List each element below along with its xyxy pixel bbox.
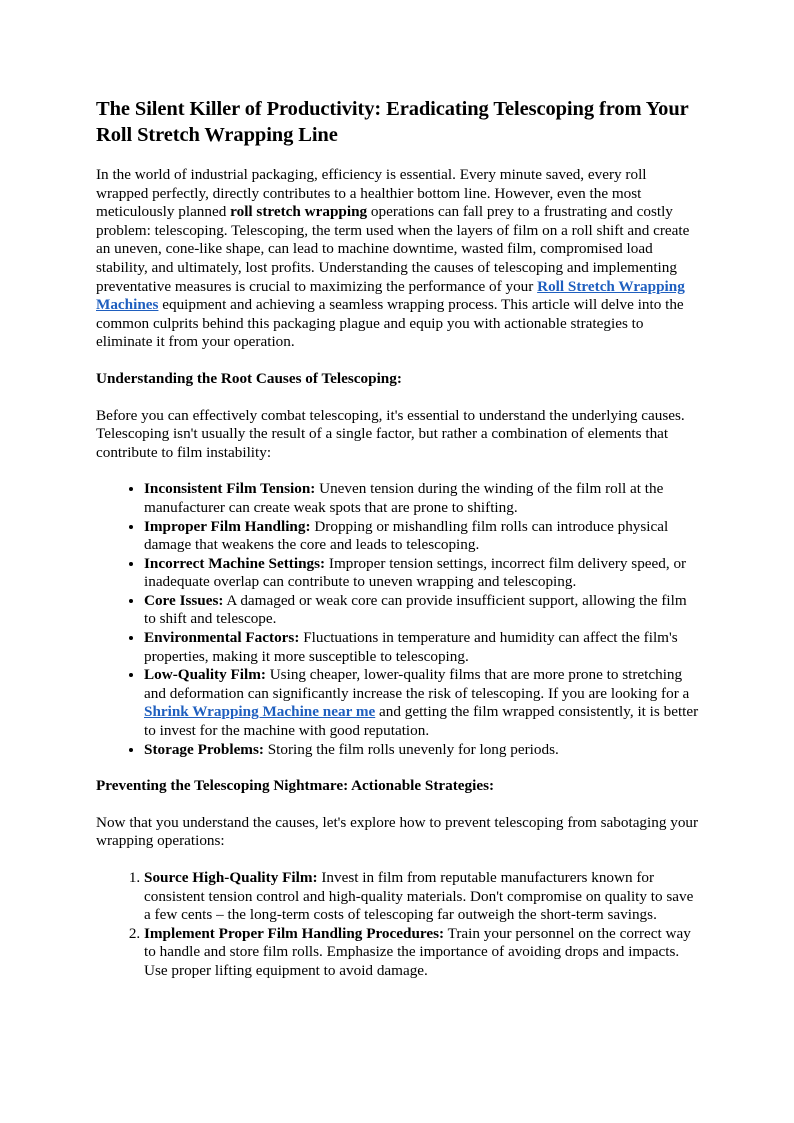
list-item-text: Uneven tension during the winding of the film roll at the manufacturer can create weak spots that are prone to shifting. <box>144 480 664 516</box>
list-item-text: Dropping or mishandling film rolls can introduce physical damage that weakens the core and leads to telescoping. <box>144 517 669 554</box>
list-item-text: Using cheaper, lower-quality films that are more prone to stretching and deformation can significantly increase the risk of telescoping. If you are looking for a <box>144 666 690 702</box>
list-item-label: Incorrect Machine Settings: <box>144 554 326 572</box>
list-item <box>144 480 700 517</box>
list-item <box>144 869 700 925</box>
list-item <box>144 925 700 981</box>
intro-bold-term: roll stretch wrapping <box>230 203 368 221</box>
section-heading-root-causes: Understanding the Root Causes of Telescoping: <box>96 369 402 387</box>
list-item-label: Inconsistent Film Tension: <box>144 480 316 498</box>
list-item-label: Implement Proper Film Handling Procedures: <box>144 924 445 942</box>
document-content <box>96 96 700 999</box>
list-item-text: Storing the film rolls unevenly for long periods. <box>263 740 559 758</box>
list-item-label: Low-Quality Film: <box>144 666 266 684</box>
prevention-paragraph: Now that you understand the causes, let's explore how to prevent telescoping from sabotaging your wrapping operations: <box>96 813 699 850</box>
list-item-label: Source High-Quality Film: <box>144 869 318 886</box>
list-item-text: A damaged or weak core can provide insufficient support, allowing the film to shift and telescope. <box>144 591 687 628</box>
list-item <box>144 666 700 740</box>
prevention-list <box>96 869 700 981</box>
list-item-label: Environmental Factors: <box>144 629 300 647</box>
section-heading-prevention: Preventing the Telescoping Nightmare: Actionable Strategies: <box>96 777 495 795</box>
shrink-wrapping-machine-link[interactable]: Shrink Wrapping Machine near me <box>144 703 376 721</box>
root-causes-list <box>96 480 700 759</box>
list-item-text: Fluctuations in temperature and humidity can affect the film's properties, making it more susceptible to telescoping. <box>144 629 678 665</box>
list-item <box>144 518 700 555</box>
roll-stretch-wrapping-machines-link[interactable]: Roll Stretch Wrapping Machines <box>96 277 685 314</box>
list-item-label: Improper Film Handling: <box>144 517 311 535</box>
list-item <box>144 555 700 592</box>
root-causes-paragraph: Before you can effectively combat telescoping, it's essential to understand the underlying causes. Telescoping isn't usually the result of a single factor, but rather a combination of elements that contribute to film instability: <box>96 406 685 461</box>
list-item-text-after: and getting the film wrapped consistently, it is better to invest for the machine with good reputation. <box>144 703 699 740</box>
list-item-text: Invest in film from reputable manufacturers known for consistent tension control and high-quality materials. Don't compromise on quality to save a few cents – the long-term costs of telescoping far outweigh the short-term savings. <box>144 869 694 924</box>
intro-text-2: operations can fall prey to a frustrating and costly problem: telescoping. Telescoping, the term used when the layers of film on a roll shift and create an uneven, cone-like shape, can lead to machine downtime, wasted film, compromised load stability, and ultimately, lost profits. Understanding the causes of telescoping and implementing preventative measures is crucial to maximizing the performance of your <box>96 203 690 295</box>
intro-text-3: equipment and achieving a seamless wrapping process. This article will delve into the common culprits behind this packaging plague and equip you with actionable strategies to eliminate it from your operation. <box>96 296 684 351</box>
intro-text-1: In the world of industrial packaging, efficiency is essential. Every minute saved, every roll wrapped perfectly, directly contributes to a healthier bottom line. However, even the most meticulously planned <box>96 166 647 221</box>
list-item-label: Core Issues: <box>144 591 224 609</box>
list-item-text: Improper tension settings, incorrect film delivery speed, or inadequate overlap can contribute to uneven wrapping and telescoping. <box>144 554 687 591</box>
list-item-text: Train your personnel on the correct way to handle and store film rolls. Emphasize the importance of avoiding drops and impacts. Use proper lifting equipment to avoid damage. <box>144 924 691 979</box>
list-item <box>144 741 700 760</box>
list-item <box>144 592 700 629</box>
list-item-label: Storage Problems: <box>144 740 264 758</box>
page-title: The Silent Killer of Productivity: Eradicating Telescoping from Your Roll Stretch Wrapping Line <box>96 98 689 146</box>
intro-paragraph <box>96 166 700 352</box>
list-item <box>144 629 700 666</box>
